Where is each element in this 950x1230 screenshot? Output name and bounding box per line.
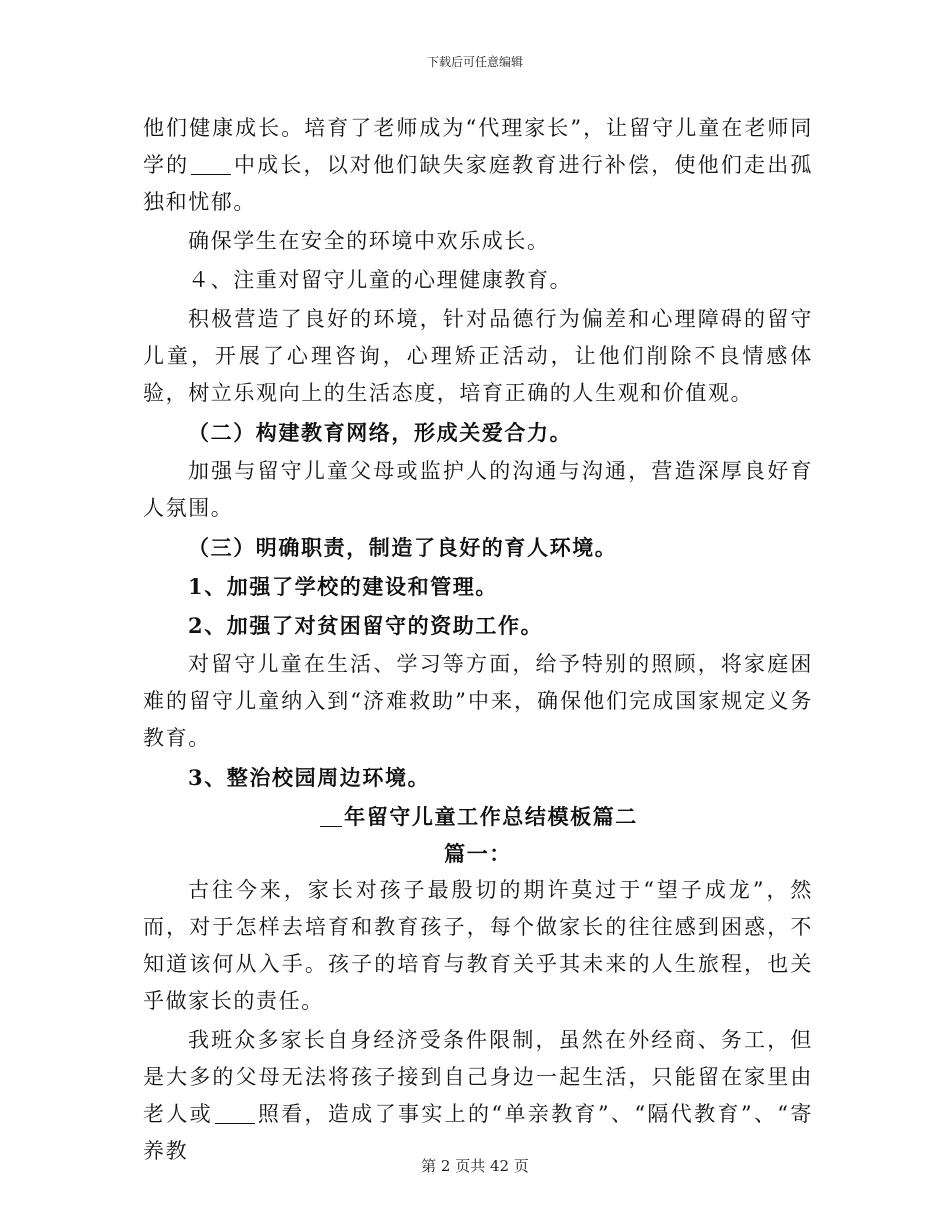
- paragraph-7: 古往今来，家长对孩子最殷切的期许莫过于“望子成龙”，然而，对于怎样去培育和教育孩子，每个做家长的往往感到困惑，不知道该何从入手。孩子的培育与教育关乎其未来的人生旅程，也关乎做家长的责任。: [143, 878, 813, 1013]
- fill-blank: [191, 153, 231, 175]
- heading-item-3: 3、整治校园周边环境。: [188, 765, 431, 790]
- heading-item-1: 1、加强了学校的建设和管理。: [188, 574, 499, 599]
- page-header: 下载后可任意编辑: [426, 55, 523, 69]
- paragraph-1-text-cont: 中成长，以对他们缺失家庭教育进行补偿，使他们走出孤独和忧郁。: [143, 153, 813, 214]
- paragraph-1-text: 他们健康成长。培育了老师成为“代理家长”，让留守儿童在老师同学的: [143, 116, 813, 177]
- heading-2: （二）构建教育网络，形成关爱合力。: [188, 420, 573, 445]
- paragraph-5: 加强与留守儿童父母或监护人的沟通与沟通，营造深厚良好育人氛围。: [143, 459, 813, 520]
- fill-blank: [215, 1102, 255, 1124]
- heading-3: （三）明确职责，制造了良好的育人环境。: [188, 535, 618, 560]
- paragraph-1: [143, 110, 813, 221]
- section-subtitle: 篇一：: [444, 841, 512, 866]
- paragraph-3: ４、注重对留守儿童的心理健康教育。: [188, 268, 573, 292]
- paragraph-2: 确保学生在安全的环境中欢乐成长。: [188, 229, 550, 253]
- document-body: [143, 110, 813, 1170]
- page-footer: 第 2 页共 42 页: [421, 1157, 529, 1175]
- section-title: [143, 798, 813, 835]
- section-title-text: 年留守儿童工作总结模板篇二: [344, 804, 638, 829]
- paragraph-8: [143, 1022, 813, 1170]
- paragraph-6: 对留守儿童在生活、学习等方面，给予特别的照顾，将家庭困难的留守儿童纳入到“济难救助”中来，确保他们完成国家规定义务教育。: [143, 652, 813, 750]
- paragraph-8-text-cont: 照看，造成了事实上的“单亲教育”、“隔代教育”、“寄养教: [143, 1102, 813, 1163]
- fill-blank: [320, 805, 342, 827]
- paragraph-8-text: 我班众多家长自身经济受条件限制，虽然在外经商、务工，但是大多的父母无法将孩子接到自己身边一起生活，只能留在家里由老人或: [143, 1028, 813, 1126]
- heading-item-2: 2、加强了对贫困留守的资助工作。: [188, 613, 544, 638]
- paragraph-4: 积极营造了良好的环境，针对品德行为偏差和心理障碍的留守儿童，开展了心理咨询，心理矫正活动，让他们削除不良情感体验，树立乐观向上的生活态度，培育正确的人生观和价值观。: [143, 307, 813, 405]
